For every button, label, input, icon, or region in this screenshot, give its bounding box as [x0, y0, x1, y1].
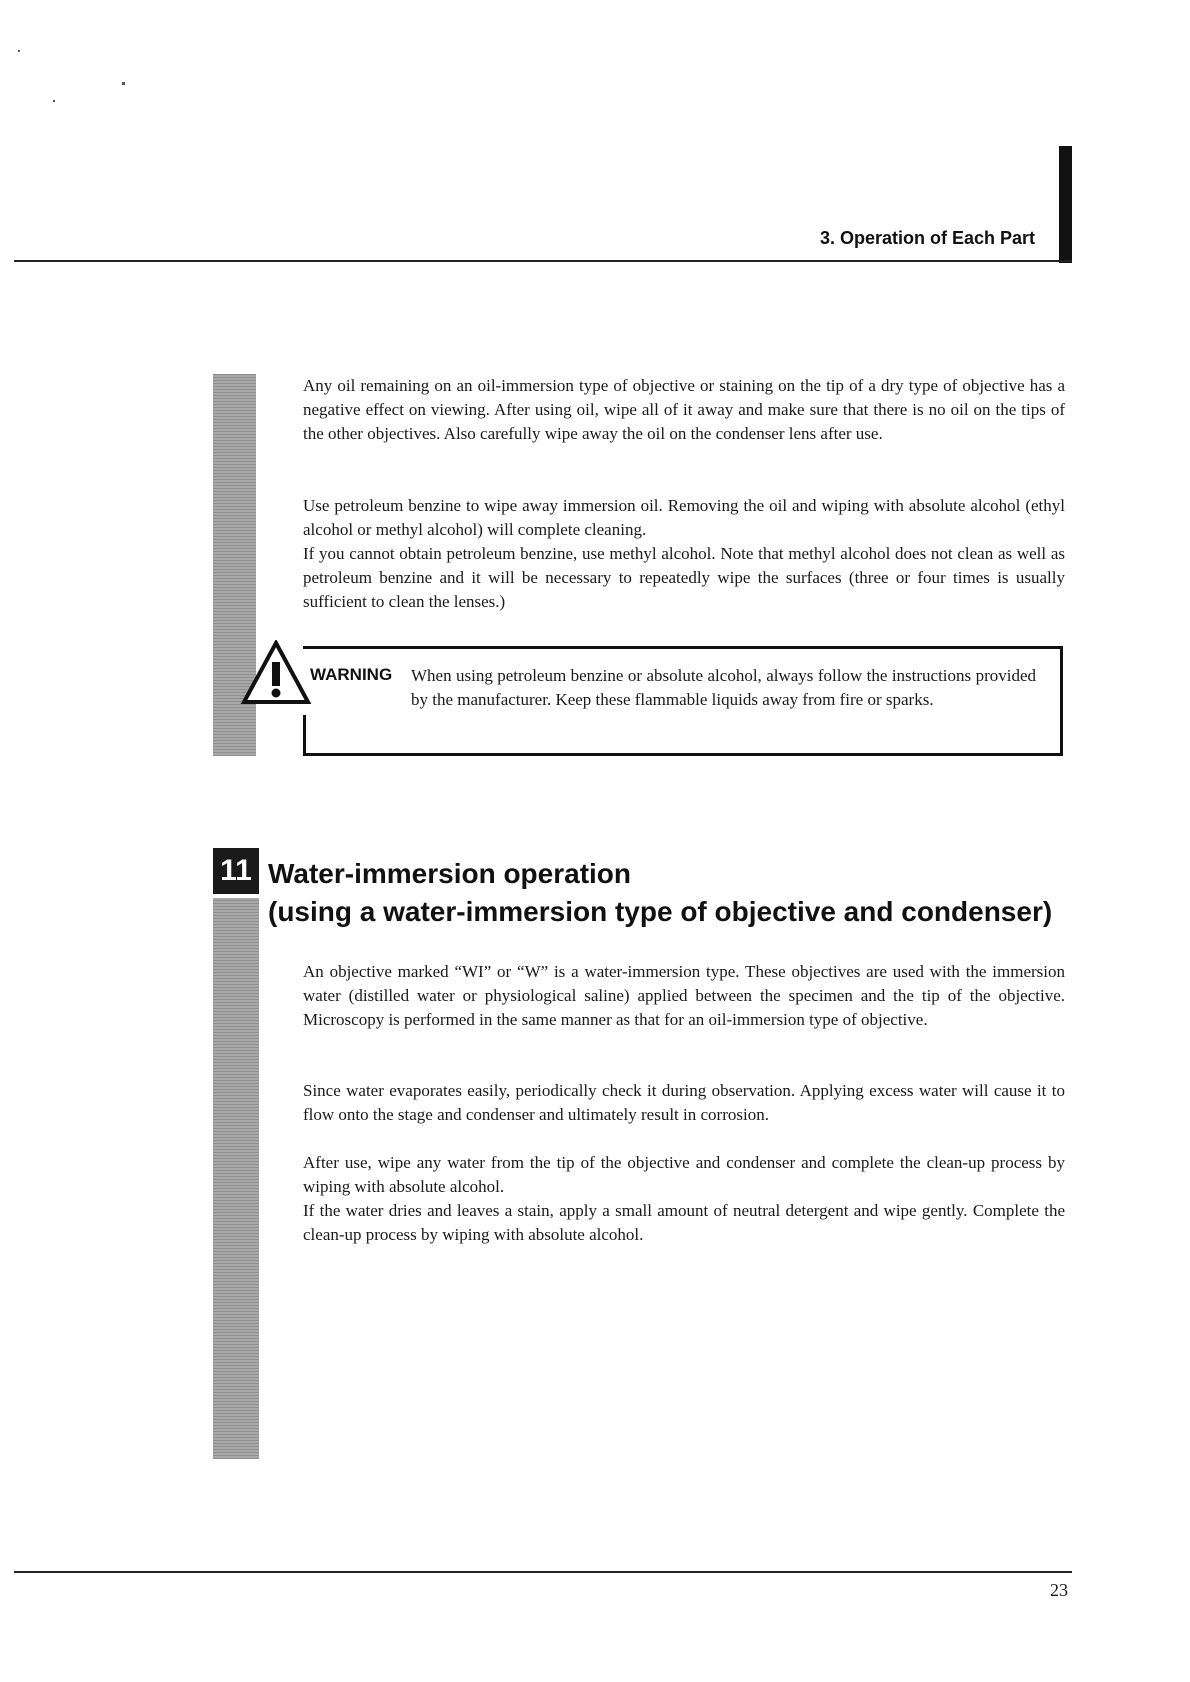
paragraph-water-stain: If the water dries and leaves a stain, apply a small amount of neutral detergent and wipe gently. Complete the clean-up process by wiping with absolute alcohol. [303, 1201, 1065, 1244]
warning-box-left-border [303, 715, 306, 756]
footer-divider [14, 1571, 1072, 1573]
paragraph-wi-objective: An objective marked “WI” or “W” is a water-immersion type. These objectives are used with the immersion water (distilled water or physiological saline) applied between the specimen and the tip of the objective. Microscopy is performed in the same manner as that for an oil-immersion type of objective. [303, 962, 1065, 1029]
warning-box-right-border [1060, 646, 1063, 756]
side-bar-decoration [213, 898, 259, 1459]
section-title: Water-immersion operation [268, 858, 632, 889]
header-divider [14, 260, 1072, 262]
paragraph-water-evaporates: Since water evaporates easily, periodically check it during observation. Applying excess water will cause it to flow onto the stage and condenser and ultimately result in corrosion. [303, 1081, 1065, 1124]
section-header-title: 3. Operation of Each Part [819, 228, 1035, 248]
warning-text: When using petroleum benzine or absolute alcohol, always follow the instructions provided by the manufacturer. Keep these flammable liquids away from fire or sparks. [411, 666, 1036, 709]
page-number: 23 [1050, 1580, 1068, 1600]
paragraph-after-use: After use, wipe any water from the tip of the objective and condenser and complete the clean-up process by wiping with absolute alcohol. [303, 1153, 1065, 1196]
scan-speck [18, 50, 20, 52]
section-number-badge: 11 [213, 848, 259, 894]
scan-speck [53, 100, 55, 102]
warning-triangle-icon [240, 640, 312, 706]
warning-box-top-border [303, 646, 1063, 649]
paragraph-methyl-alcohol: If you cannot obtain petroleum benzine, use methyl alcohol. Note that methyl alcohol does not clean as well as petroleum benzine and it will be necessary to repeatedly wipe the surfaces (three or four times is usually sufficient to clean the lenses.) [303, 544, 1065, 611]
warning-label: WARNING [310, 665, 393, 684]
paragraph-oil-remaining: Any oil remaining on an oil-immersion type of objective or staining on the tip of a dry type of objective has a negative effect on viewing. After using oil, wipe all of it away and make sure that there is no oil on the tips of the other objectives. Also carefully wipe away the oil on the condenser lens after use. [303, 376, 1065, 443]
section-subtitle: (using a water-immersion type of objective and condenser) [268, 896, 1053, 927]
section-tab-marker [1059, 146, 1072, 263]
scan-speck [122, 82, 125, 85]
paragraph-petroleum-benzine: Use petroleum benzine to wipe away immersion oil. Removing the oil and wiping with absolute alcohol (ethyl alcohol or methyl alcohol) will complete cleaning. [303, 496, 1065, 539]
warning-box-bottom-border [303, 753, 1063, 756]
